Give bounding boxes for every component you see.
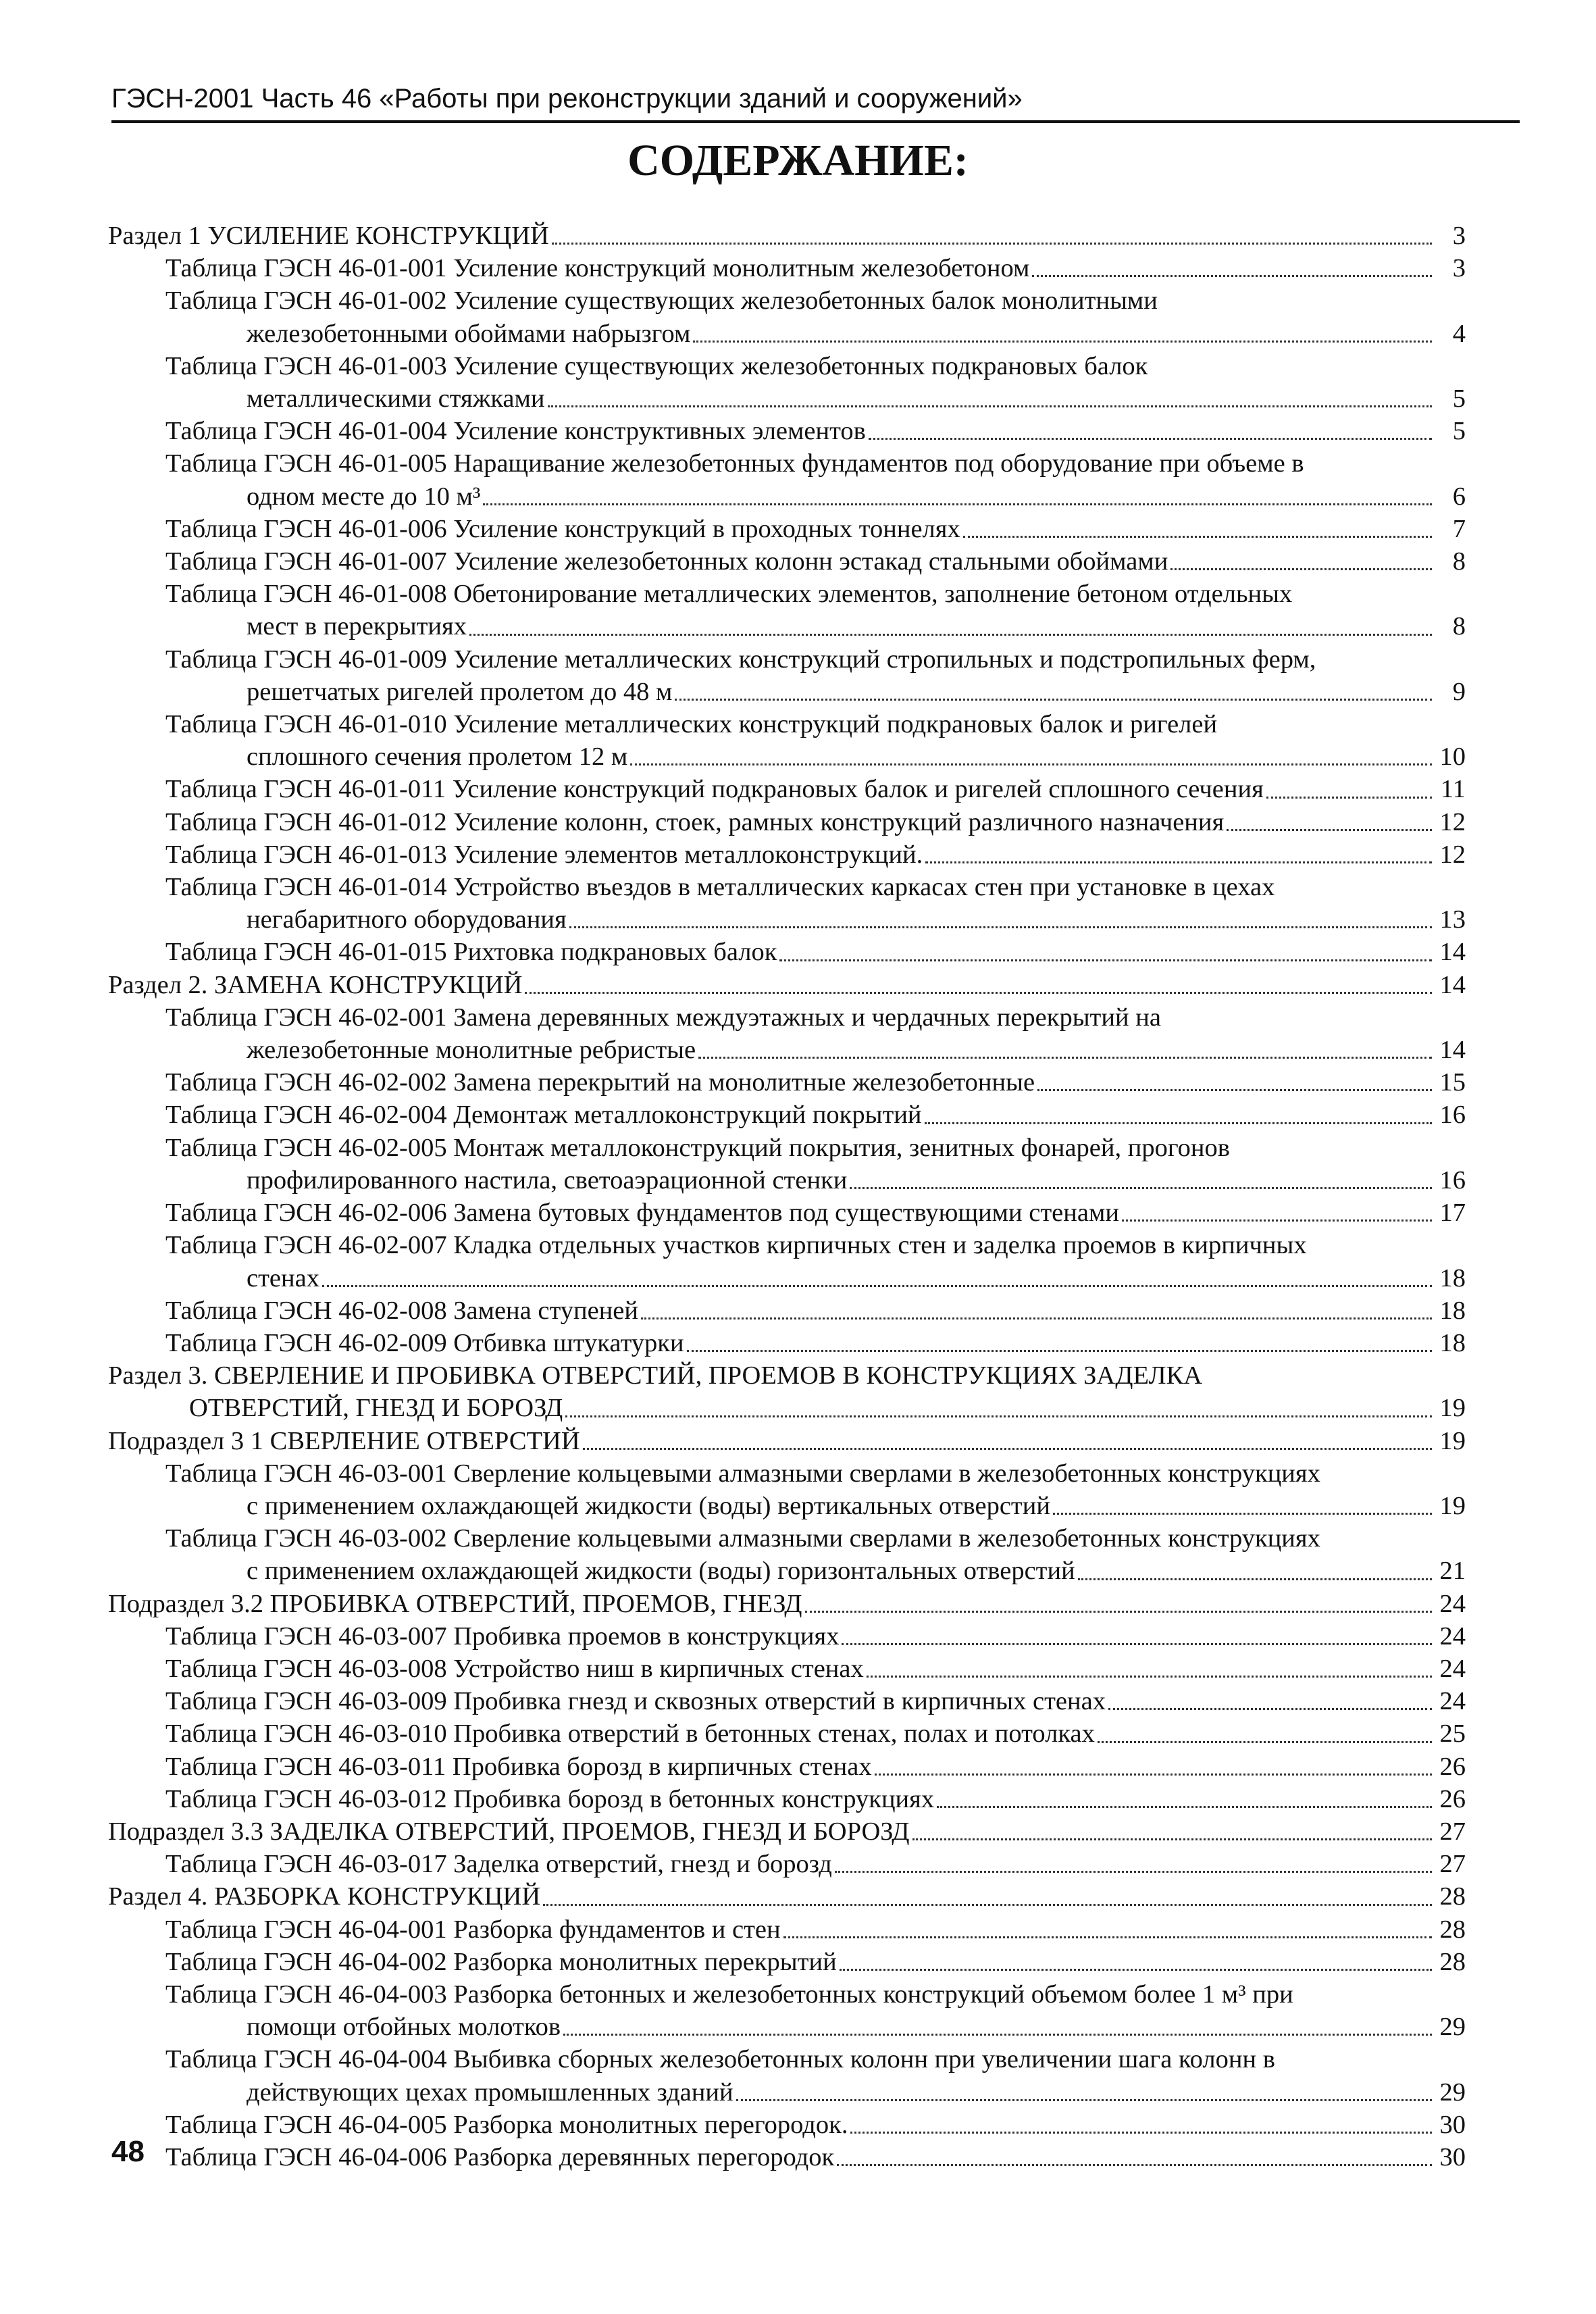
toc-entry-text: Раздел 2. ЗАМЕНА КОНСТРУКЦИЙ [108,970,523,999]
toc-page-number: 18 [1439,1296,1466,1325]
dot-leader [925,861,1432,863]
toc-entry-text: Таблица ГЭСН 46-01-015 Рихтовка подкрановых балок [165,938,777,967]
toc-line [108,1913,1466,1946]
toc-page-number: 27 [1439,1850,1466,1879]
toc-line [108,806,1466,838]
dot-leader [583,1447,1432,1450]
toc-page-number: 12 [1439,807,1466,836]
toc-page-number: 28 [1439,1947,1466,1976]
dot-leader [1227,828,1432,831]
toc-line [108,1490,1466,1522]
toc-entry-text: Таблица ГЭСН 46-01-007 Усиление железобетонных колонн эстакад стальными обоймами [165,547,1168,576]
toc-entry-text: железобетонные монолитные ребристые [247,1036,696,1065]
dot-leader [1170,568,1432,570]
toc-line [108,1034,1466,1066]
toc-line [108,1327,1466,1359]
toc-page-number: 26 [1439,1752,1466,1781]
toc-line [108,1066,1466,1099]
toc-line [108,1522,1466,1555]
toc-line [108,1620,1466,1653]
toc-page-number: 8 [1452,612,1466,641]
toc-line [108,382,1466,415]
toc-page-number: 29 [1439,2078,1466,2107]
toc-table-entry[interactable] [108,773,1466,805]
toc-line [108,1783,1466,1815]
toc-line [108,643,1466,676]
toc-line [108,1685,1466,1717]
toc-entry-text: решетчатых ригелей пролетом до 48 м [247,677,673,706]
toc-entry-text: Таблица ГЭСН 46-02-007 Кладка отдельных участков кирпичных стен и заделка проемов в кирпичных [165,1231,1307,1260]
page-number: 48 [111,2135,145,2168]
dot-leader [543,1903,1432,1906]
toc-line [108,610,1466,643]
toc-line [108,252,1466,284]
dot-leader [963,535,1432,538]
toc-page-number: 3 [1452,254,1466,283]
toc-line [108,1653,1466,1685]
toc-line [108,447,1466,480]
toc-entry-text: Таблица ГЭСН 46-02-008 Замена ступеней [165,1296,638,1325]
dot-leader [912,1838,1433,1840]
dot-leader [850,2131,1432,2134]
table-of-contents [108,220,1466,2173]
toc-entry-text: Таблица ГЭСН 46-04-001 Разборка фундаментов и стен [165,1915,781,1944]
running-header: ГЭСН-2001 Часть 46 «Работы при реконструкции зданий и сооружений» [111,84,1023,114]
dot-leader [675,698,1432,701]
toc-entry-text: Таблица ГЭСН 46-04-006 Разборка деревянных перегородок [165,2142,835,2171]
dot-leader [842,1642,1432,1645]
dot-leader [840,1968,1432,1971]
toc-page-number: 12 [1439,840,1466,869]
toc-page-number: 8 [1452,547,1466,576]
toc-page-number: 5 [1452,384,1466,413]
toc-page-number: 5 [1452,417,1466,446]
toc-table-entry[interactable] [108,447,1466,512]
toc-line [108,1848,1466,1880]
toc-line [108,936,1466,968]
toc-entry-text: Таблица ГЭСН 46-01-014 Устройство въездов в металлических каркасах стен при установке в цехах [165,873,1275,902]
toc-page-number: 7 [1452,514,1466,543]
toc-entry-text: Таблица ГЭСН 46-01-013 Усиление элементов металлоконструкций. [165,840,923,869]
dot-leader [693,340,1432,343]
toc-table-entry[interactable] [108,1522,1466,1587]
toc-table-entry[interactable] [108,2043,1466,2108]
toc-table-entry[interactable] [108,2109,1466,2141]
toc-page-number: 24 [1439,1589,1466,1618]
toc-page-number: 3 [1452,222,1466,250]
dot-leader [1108,1707,1432,1710]
toc-entry-text: Таблица ГЭСН 46-01-012 Усиление колонн, стоек, рамных конструкций различного назначения [165,807,1225,836]
toc-table-entry[interactable] [108,708,1466,773]
toc-entry-text: Таблица ГЭСН 46-02-009 Отбивка штукатурки [165,1328,684,1357]
toc-line [108,969,1466,1001]
toc-table-entry[interactable] [108,1913,1466,1946]
dot-leader [469,633,1432,636]
dot-leader [805,1610,1432,1613]
toc-table-entry[interactable] [108,578,1466,643]
dot-leader [1032,274,1432,277]
toc-entry-text: Таблица ГЭСН 46-02-006 Замена бутовых фундаментов под существующими стенами [165,1199,1119,1228]
toc-line [108,2043,1466,2076]
toc-line [108,2141,1466,2173]
dot-leader [525,991,1432,994]
toc-line [108,1164,1466,1197]
toc-line [108,1751,1466,1783]
toc-page-number: 11 [1440,775,1466,804]
toc-line [108,2109,1466,2141]
toc-page-number: 9 [1452,677,1466,706]
toc-line [108,871,1466,903]
toc-table-entry[interactable] [108,1099,1466,1131]
toc-line [108,1197,1466,1229]
dot-leader [850,1186,1432,1189]
toc-entry-text: Таблица ГЭСН 46-03-007 Пробивка проемов в конструкциях [165,1621,840,1651]
toc-line [108,1229,1466,1261]
toc-page-number: 24 [1439,1687,1466,1716]
toc-line [108,480,1466,513]
toc-table-entry[interactable] [108,1653,1466,1685]
toc-entry-text: мест в перекрытиях [247,612,467,641]
toc-entry-text: Таблица ГЭСН 46-01-003 Усиление существующих железобетонных подкрановых балок [165,351,1148,380]
toc-entry-text: Таблица ГЭСН 46-04-005 Разборка монолитных перегородок. [165,2110,848,2139]
toc-entry-text: действующих цехах промышленных зданий [247,2078,733,2107]
toc-line [108,740,1466,773]
dot-leader [837,2163,1432,2166]
toc-section-entry[interactable] [108,220,1466,252]
page-title: СОДЕРЖАНИЕ: [627,136,969,185]
dot-leader [687,1349,1432,1352]
toc-entry-text: Таблица ГЭСН 46-03-011 Пробивка борозд в кирпичных стенах [165,1752,872,1781]
toc-entry-text: Таблица ГЭСН 46-01-009 Усиление металлических конструкций стропильных и подстропильных ферм, [165,645,1316,674]
toc-line [108,676,1466,708]
toc-line [108,284,1466,317]
toc-page-number: 10 [1439,743,1466,772]
toc-line [108,1001,1466,1034]
dot-leader [783,1936,1432,1938]
toc-entry-text: Таблица ГЭСН 46-01-010 Усиление металлических конструкций подкрановых балок и ригелей [165,710,1218,739]
toc-line [108,1457,1466,1490]
toc-line [108,773,1466,805]
toc-table-entry[interactable] [108,1132,1466,1197]
toc-line [108,1946,1466,1978]
toc-table-entry[interactable] [108,1751,1466,1783]
dot-leader [483,503,1432,505]
toc-entry-text: Таблица ГЭСН 46-03-012 Пробивка борозд в бетонных конструкциях [165,1784,935,1813]
toc-entry-text: Таблица ГЭСН 46-03-010 Пробивка отверстий в бетонных стенах, полах и потолках [165,1719,1095,1749]
toc-section-entry[interactable] [108,969,1466,1001]
toc-table-entry[interactable] [108,1978,1466,2043]
toc-line [108,1588,1466,1620]
toc-page-number: 16 [1439,1165,1466,1194]
dot-leader [322,1284,1432,1287]
dot-leader [835,1870,1432,1873]
toc-page-number: 26 [1439,1784,1466,1813]
toc-page-number: 29 [1439,2013,1466,2042]
toc-line [108,2011,1466,2043]
toc-entry-text: Подраздел 3 1 СВЕРЛЕНИЕ ОТВЕРСТИЙ [108,1426,580,1455]
dot-leader [1098,1740,1432,1743]
toc-table-entry[interactable] [108,1620,1466,1653]
dot-leader [641,1317,1432,1319]
toc-page-number: 19 [1439,1426,1466,1455]
toc-page-number: 15 [1439,1068,1466,1097]
toc-entry-text: Таблица ГЭСН 46-03-002 Сверление кольцевыми алмазными сверлами в железобетонных конструкциях [165,1524,1320,1553]
toc-table-entry[interactable] [108,1783,1466,1815]
toc-entry-text: Таблица ГЭСН 46-01-008 Обетонирование металлических элементов, заполнение бетоном отдельных [165,580,1293,609]
toc-line [108,1880,1466,1913]
toc-table-entry[interactable] [108,936,1466,968]
dot-leader [875,1773,1432,1776]
toc-line [108,1099,1466,1131]
toc-line [108,1359,1466,1392]
toc-line [108,903,1466,936]
toc-section-entry[interactable] [108,1588,1466,1620]
toc-entry-text: сплошного сечения пролетом 12 м [247,743,628,772]
dot-leader [1266,796,1432,799]
toc-table-entry[interactable] [108,2141,1466,2173]
toc-entry-text: Таблица ГЭСН 46-01-004 Усиление конструктивных элементов [165,417,866,446]
toc-table-entry[interactable] [108,1717,1466,1750]
toc-section-entry[interactable] [108,1815,1466,1848]
toc-line [108,513,1466,545]
toc-table-entry[interactable] [108,871,1466,936]
toc-table-entry[interactable] [108,415,1466,447]
toc-entry-text: Таблица ГЭСН 46-02-004 Демонтаж металлоконструкций покрытий [165,1101,922,1130]
toc-table-entry[interactable] [108,1197,1466,1229]
toc-line [108,318,1466,350]
dot-leader [569,926,1432,928]
toc-table-entry[interactable] [108,1229,1466,1294]
toc-entry-text: Подраздел 3.2 ПРОБИВКА ОТВЕРСТИЙ, ПРОЕМОВ, ГНЕЗД [108,1589,802,1618]
toc-line [108,578,1466,610]
toc-table-entry[interactable] [108,1457,1466,1522]
toc-page-number: 27 [1439,1817,1466,1846]
toc-entry-text: Таблица ГЭСН 46-03-017 Заделка отверстий, гнезд и борозд [165,1850,832,1879]
dot-leader [867,1675,1432,1678]
toc-entry-text: Раздел 3. СВЕРЛЕНИЕ И ПРОБИВКА ОТВЕРСТИЙ, ПРОЕМОВ В КОНСТРУКЦИЯХ ЗАДЕЛКА [108,1361,1203,1390]
dot-leader [1078,1578,1432,1580]
toc-page-number: 21 [1439,1557,1466,1586]
toc-page-number: 19 [1439,1491,1466,1520]
toc-page-number: 18 [1439,1263,1466,1292]
toc-entry-text: Раздел 4. РАЗБОРКА КОНСТРУКЦИЙ [108,1882,541,1911]
toc-table-entry[interactable] [108,806,1466,838]
toc-table-entry[interactable] [108,350,1466,415]
toc-table-entry[interactable] [108,284,1466,349]
toc-line [108,1132,1466,1164]
toc-page-number: 19 [1439,1394,1466,1423]
toc-entry-text: металлическими стяжками [247,384,545,413]
toc-entry-text: помощи отбойных молотков [247,2013,561,2042]
dot-leader [630,763,1432,765]
toc-line [108,545,1466,578]
toc-entry-text: профилированного настила, светоаэрационной стенки [247,1165,848,1194]
toc-entry-text: Таблица ГЭСН 46-02-001 Замена деревянных междуэтажных и чердачных перекрытий на [165,1003,1161,1032]
toc-table-entry[interactable] [108,252,1466,284]
toc-line [108,2076,1466,2109]
toc-line [108,1262,1466,1294]
toc-line [108,1815,1466,1848]
dot-leader [1053,1512,1432,1515]
toc-entry-text: Таблица ГЭСН 46-02-005 Монтаж металлоконструкций покрытия, зенитных фонарей, прогонов [165,1133,1230,1162]
toc-entry-text: негабаритного оборудования [247,905,567,934]
toc-page-number: 4 [1452,319,1466,348]
toc-line [108,1555,1466,1587]
toc-line [108,350,1466,382]
toc-entry-text: Таблица ГЭСН 46-03-001 Сверление кольцевыми алмазными сверлами в железобетонных конструкциях [165,1459,1320,1488]
toc-table-entry[interactable] [108,1001,1466,1066]
toc-line [108,708,1466,740]
toc-page-number: 30 [1439,2110,1466,2139]
toc-entry-text: Таблица ГЭСН 46-01-001 Усиление конструкций монолитным железобетоном [165,254,1030,283]
toc-entry-text: Таблица ГЭСН 46-01-006 Усиление конструкций в проходных тоннелях [165,514,960,543]
toc-entry-text: Таблица ГЭСН 46-01-005 Наращивание железобетонных фундаментов под оборудование при объеме в [165,449,1304,478]
toc-table-entry[interactable] [108,1066,1466,1099]
dot-leader [552,242,1432,245]
toc-page-number: 13 [1439,905,1466,934]
toc-line [108,1392,1466,1424]
toc-page-number: 6 [1452,482,1466,511]
toc-entry-text: с применением охлаждающей жидкости (воды) вертикальных отверстий [247,1491,1050,1520]
toc-line [108,838,1466,871]
toc-page-number: 14 [1439,1036,1466,1065]
toc-line [108,1978,1466,2011]
toc-line [108,1425,1466,1457]
dot-leader [736,2098,1432,2101]
toc-entry-text: Таблица ГЭСН 46-04-003 Разборка бетонных и железобетонных конструкций объемом более 1 м³ при [165,1980,1293,2009]
toc-table-entry[interactable] [108,1327,1466,1359]
toc-page-number: 14 [1439,970,1466,999]
dot-leader [1122,1219,1432,1222]
toc-page-number: 14 [1439,938,1466,967]
dot-leader [779,959,1432,961]
toc-entry-text: Таблица ГЭСН 46-02-002 Замена перекрытий на монолитные железобетонные [165,1068,1035,1097]
toc-line [108,220,1466,252]
toc-section-entry[interactable] [108,1880,1466,1913]
toc-entry-text: железобетонными обоймами набрызгом [247,319,691,348]
dot-leader [698,1056,1432,1059]
toc-line [108,1717,1466,1750]
toc-entry-text: Подраздел 3.3 ЗАДЕЛКА ОТВЕРСТИЙ, ПРОЕМОВ, ГНЕЗД И БОРОЗД [108,1817,910,1846]
toc-page-number: 25 [1439,1719,1466,1749]
toc-table-entry[interactable] [108,513,1466,545]
toc-entry-text: Раздел 1 УСИЛЕНИЕ КОНСТРУКЦИЙ [108,222,549,250]
toc-entry-text: Таблица ГЭСН 46-01-002 Усиление существующих железобетонных балок монолитными [165,286,1158,316]
toc-entry-text: с применением охлаждающей жидкости (воды) горизонтальных отверстий [247,1557,1075,1586]
toc-table-entry[interactable] [108,643,1466,708]
toc-table-entry[interactable] [108,838,1466,871]
dot-leader [548,405,1433,407]
toc-section-entry[interactable] [108,1425,1466,1457]
toc-entry-text: одном месте до 10 м³ [247,482,481,511]
dot-leader [925,1122,1432,1124]
toc-entry-text: Таблица ГЭСН 46-01-011 Усиление конструкций подкрановых балок и ригелей сплошного сечения [165,775,1264,804]
toc-section-entry[interactable] [108,1359,1466,1424]
toc-line [108,415,1466,447]
toc-table-entry[interactable] [108,1294,1466,1327]
toc-page-number: 30 [1439,2142,1466,2171]
toc-line [108,1294,1466,1327]
toc-entry-text: Таблица ГЭСН 46-04-002 Разборка монолитных перекрытий [165,1947,837,1976]
toc-page-number: 16 [1439,1101,1466,1130]
toc-entry-text: Таблица ГЭСН 46-03-009 Пробивка гнезд и сквозных отверстий в кирпичных стенах [165,1687,1106,1716]
dot-leader [869,437,1432,440]
dot-leader [937,1805,1432,1808]
toc-page-number: 18 [1439,1328,1466,1357]
toc-table-entry[interactable] [108,1848,1466,1880]
toc-entry-text: ОТВЕРСТИЙ, ГНЕЗД И БОРОЗД [189,1394,563,1423]
toc-entry-text: Таблица ГЭСН 46-03-008 Устройство ниш в кирпичных стенах [165,1654,864,1683]
toc-page-number: 28 [1439,1915,1466,1944]
dot-leader [1037,1088,1432,1091]
toc-entry-text: Таблица ГЭСН 46-04-004 Выбивка сборных железобетонных колонн при увеличении шага колонн в [165,2045,1275,2074]
dot-leader [563,2033,1432,2036]
toc-table-entry[interactable] [108,545,1466,578]
toc-page-number: 28 [1439,1882,1466,1911]
toc-page-number: 24 [1439,1654,1466,1683]
toc-table-entry[interactable] [108,1946,1466,1978]
dot-leader [565,1415,1432,1417]
toc-table-entry[interactable] [108,1685,1466,1717]
toc-page-number: 24 [1439,1621,1466,1651]
toc-entry-text: стенах [247,1263,319,1292]
toc-page-number: 17 [1439,1199,1466,1228]
